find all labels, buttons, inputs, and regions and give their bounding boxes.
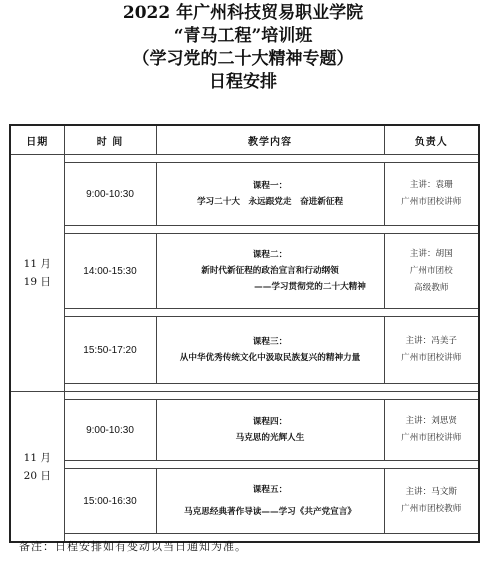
table-row — [10, 461, 479, 469]
row-spacer — [64, 155, 479, 163]
date-month: 11 月 — [23, 451, 51, 464]
session-content — [156, 234, 384, 309]
session-content — [156, 317, 384, 384]
header-time: 时 间 — [64, 125, 156, 155]
lesson-line: 马克思经典著作导读——学习《共产党宣言》 — [184, 507, 356, 517]
table-row — [10, 309, 479, 317]
session-time: 15:00-16:30 — [64, 469, 156, 534]
session-person — [384, 163, 479, 226]
date-cell-day2 — [10, 392, 64, 543]
row-spacer — [64, 384, 479, 392]
session-person — [384, 469, 479, 534]
speaker-name: 主讲：冯美子 — [405, 336, 458, 346]
table-row — [10, 163, 479, 226]
title-line-4: 日程安排 — [209, 72, 277, 92]
speaker-affiliation: 广州市团校讲师 — [401, 433, 462, 443]
session-content — [156, 163, 384, 226]
table-header-row — [10, 125, 479, 155]
row-spacer — [64, 309, 479, 317]
session-person — [384, 317, 479, 384]
date-month: 11 月 — [23, 258, 51, 270]
header-person: 负责人 — [384, 125, 479, 155]
header-content: 教学内容 — [156, 125, 384, 155]
speaker-affiliation: 广州市团校讲师 — [401, 353, 462, 363]
session-time: 9:00-10:30 — [64, 400, 156, 461]
footnote: 备注：日程安排如有变动以当日通知为准。 — [19, 540, 247, 553]
speaker-name: 主讲：马文斯 — [405, 487, 458, 497]
header-date: 日期 — [10, 125, 64, 155]
title-line-3: （学习党的二十大精神专题） — [132, 49, 354, 69]
speaker-affiliation: 广州市团校讲师 — [401, 197, 462, 207]
row-spacer — [64, 392, 479, 400]
session-time: 15:50-17:20 — [64, 317, 156, 384]
table-row — [10, 226, 479, 234]
lesson-title: 课程二： — [252, 250, 288, 260]
speaker-affiliation: 广州市团校教师 — [401, 504, 462, 514]
speaker-affiliation-2: 高级教师 — [414, 282, 449, 293]
date-day: 19 日 — [23, 276, 51, 288]
table-row — [10, 155, 479, 163]
lesson-line: 马克思的光辉人生 — [235, 433, 305, 443]
speaker-name: 主讲：袁珊 — [409, 180, 453, 190]
speaker-affiliation: 广州市团校 — [409, 265, 453, 276]
lesson-line: 学习二十大 永远跟党走 奋进新征程 — [196, 197, 344, 207]
speaker-name: 主讲：胡国 — [409, 248, 453, 259]
row-spacer — [64, 226, 479, 234]
session-content — [156, 469, 384, 534]
lesson-line: 新时代新征程的政治宣言和行动纲领 — [201, 266, 339, 276]
lesson-title: 课程五： — [252, 485, 288, 495]
title-line-1: 2022 年广州科技贸易职业学院 — [122, 3, 364, 23]
lesson-title: 课程四： — [252, 417, 288, 427]
session-person — [384, 400, 479, 461]
table-row — [10, 234, 479, 309]
lesson-title: 课程一： — [252, 181, 288, 191]
session-content — [156, 400, 384, 461]
lesson-subline: ——学习贯彻党的二十大精神 — [254, 282, 366, 292]
session-person — [384, 234, 479, 309]
speaker-name: 主讲：刘思贤 — [405, 416, 458, 426]
table-row — [10, 400, 479, 461]
table-row — [10, 384, 479, 392]
session-time: 9:00-10:30 — [64, 163, 156, 226]
document-header — [0, 2, 486, 94]
row-spacer — [64, 461, 479, 469]
table-row — [10, 469, 479, 534]
table-row — [10, 317, 479, 384]
session-time: 14:00-15:30 — [64, 234, 156, 309]
lesson-title: 课程三： — [252, 337, 288, 347]
schedule-table — [9, 124, 480, 543]
date-day: 20 日 — [23, 469, 51, 482]
table-row — [10, 392, 479, 400]
lesson-line: 从中华优秀传统文化中汲取民族复兴的精神力量 — [179, 353, 361, 363]
date-cell-day1 — [10, 155, 64, 392]
title-line-2: “青马工程”培训班 — [173, 26, 313, 46]
